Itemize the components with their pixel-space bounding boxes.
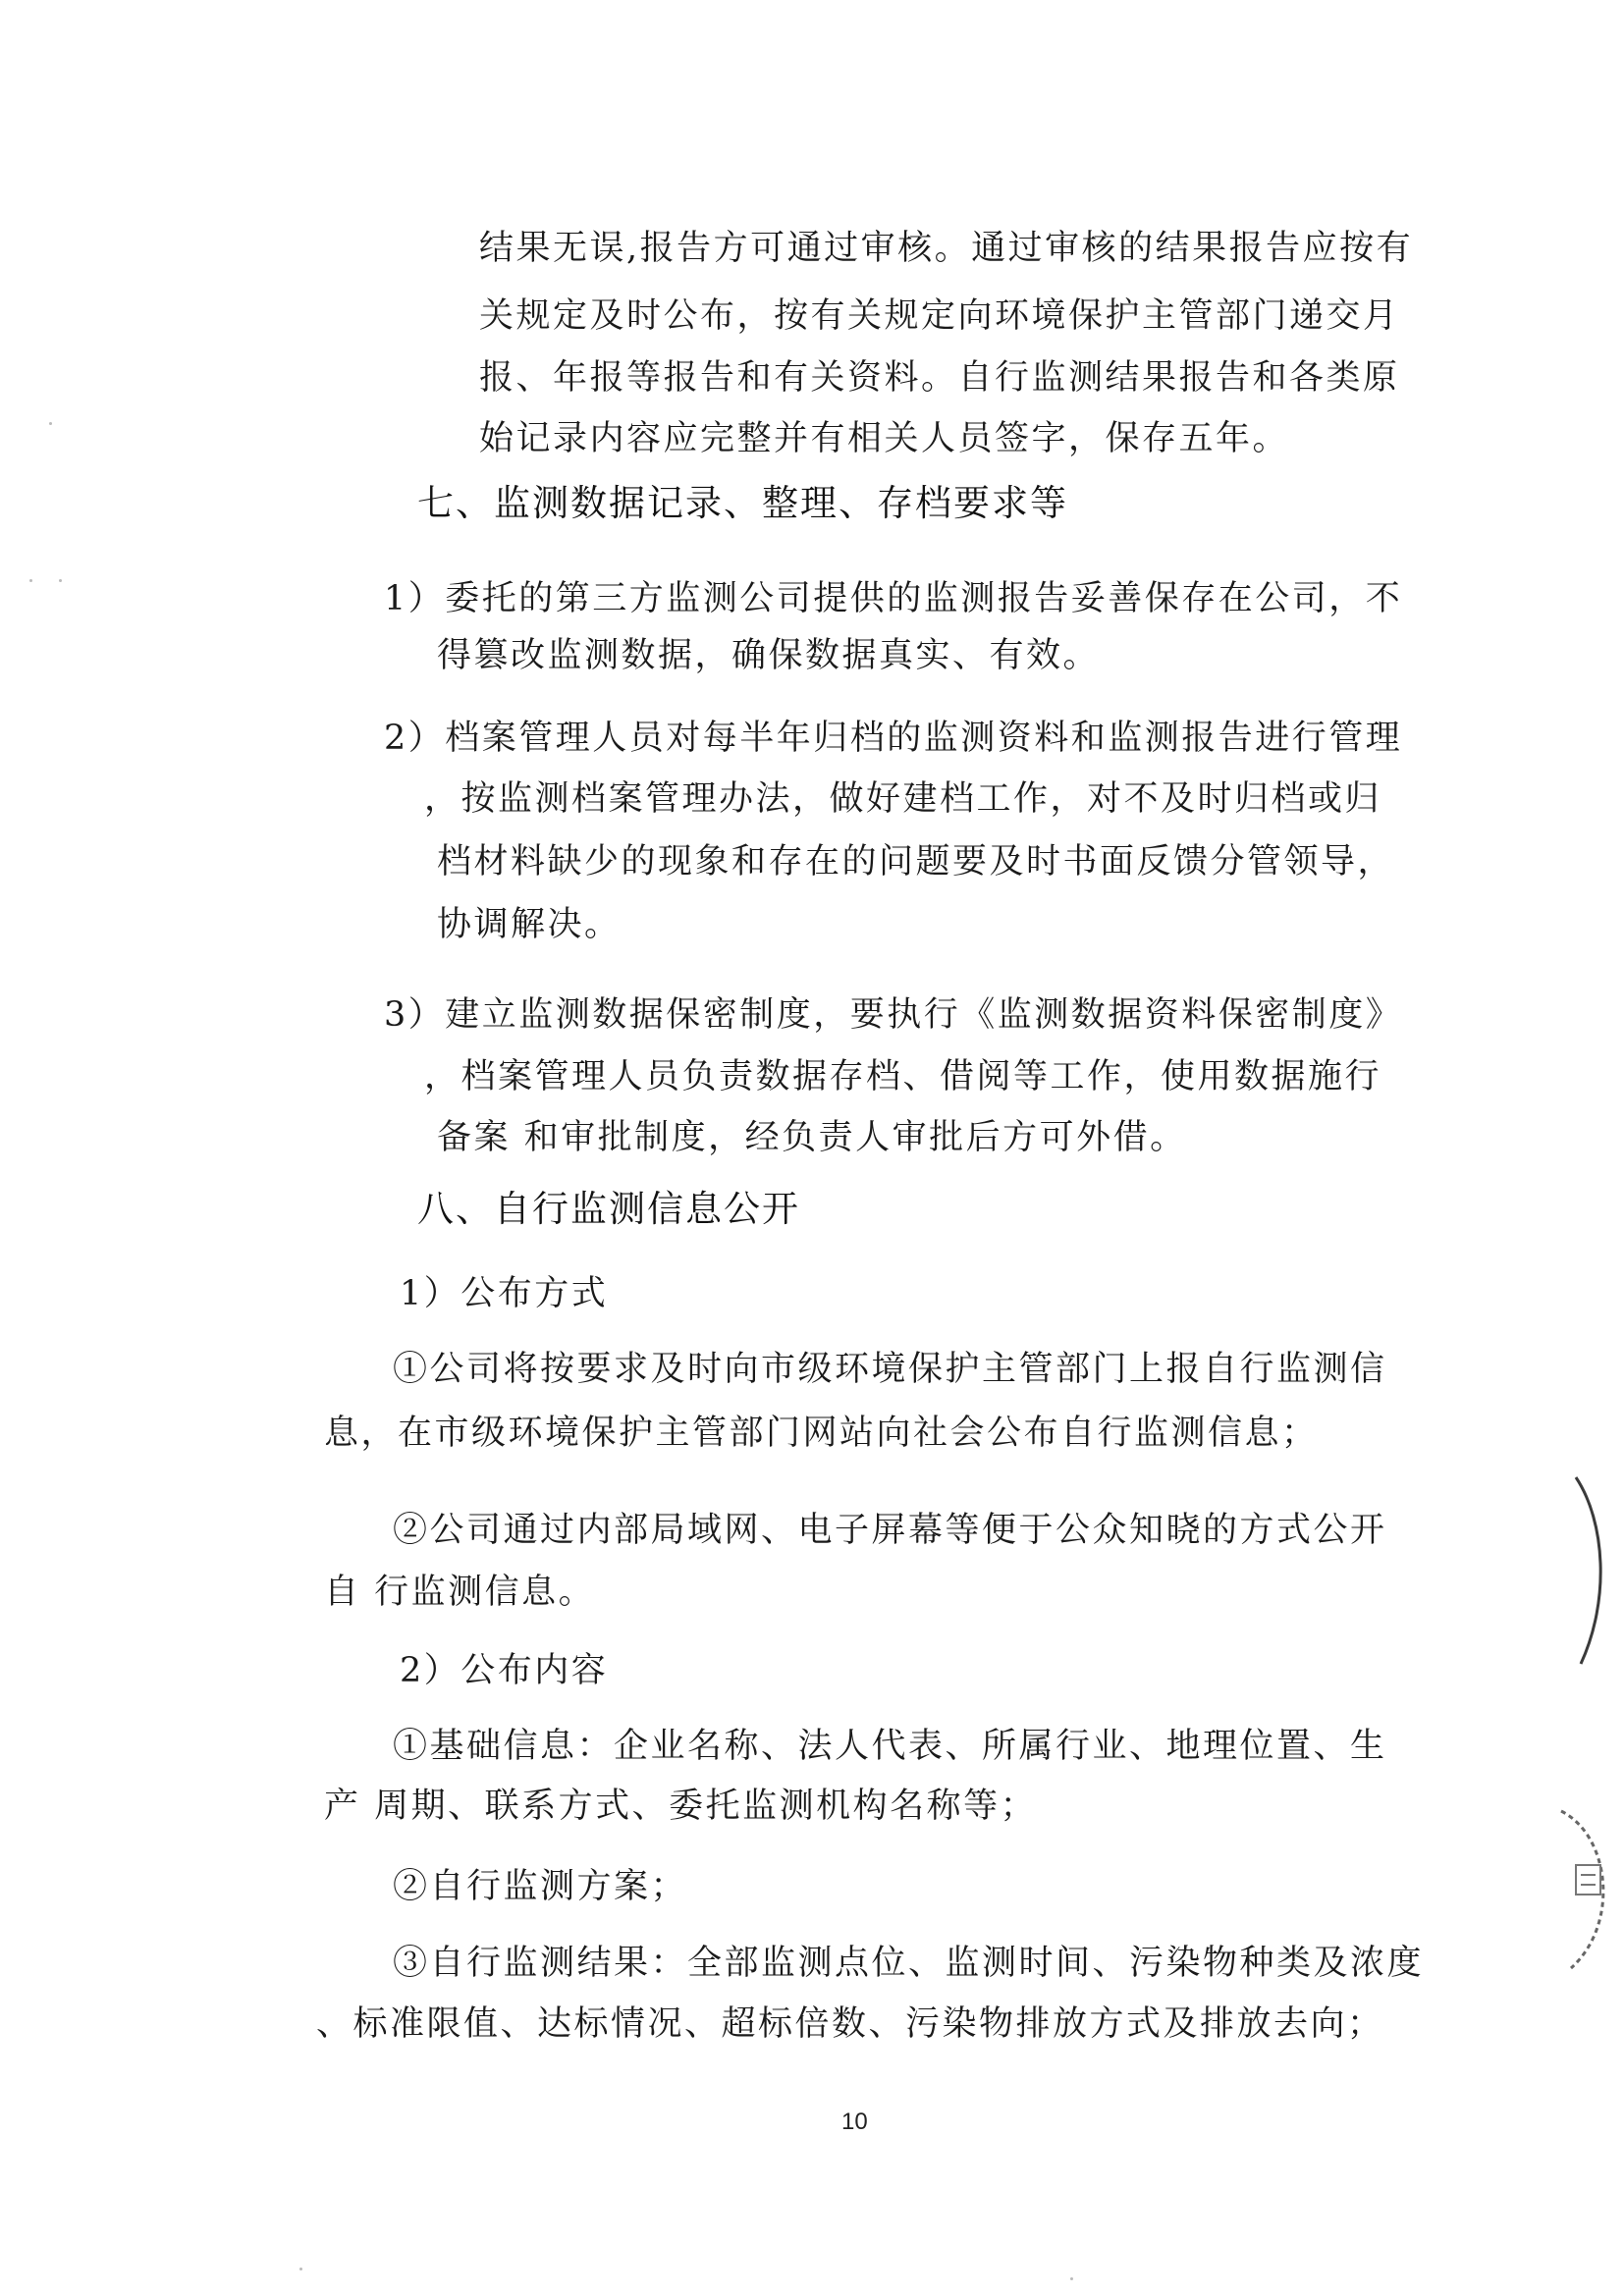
scan-speck	[1070, 2277, 1073, 2280]
text-line: 2）档案管理人员对每半年归档的监测资料和监测报告进行管理	[384, 719, 1403, 758]
text-line: 结果无误,报告方可通过审核。通过审核的结果报告应按有	[479, 229, 1414, 268]
text-line: 报、年报等报告和有关资料。自行监测结果报告和各类原	[479, 358, 1400, 398]
subsection-title: 1）公布方式	[400, 1274, 609, 1313]
section-heading: 七、监测数据记录、整理、存档要求等	[417, 482, 1068, 524]
text-line: 档材料缺少的现象和存在的问题要及时书面反馈分管领导，	[437, 842, 1395, 881]
text-line: 1）委托的第三方监测公司提供的监测报告妥善保存在公司，不	[384, 579, 1403, 618]
text-line: 备案 和审批制度，经负责人审批后方可外借。	[437, 1118, 1187, 1157]
text-line: 自 行监测信息。	[324, 1573, 596, 1612]
text-line: ，按监测档案管理办法，做好建档工作，对不及时归档或归	[424, 779, 1382, 819]
text-line: ②公司通过内部局域网、电子屏幕等便于公众知晓的方式公开	[393, 1511, 1387, 1550]
section-heading: 八、自行监测信息公开	[417, 1188, 800, 1230]
scan-speck	[59, 579, 62, 582]
text-line: 协调解决。	[437, 905, 622, 944]
text-line: ，档案管理人员负责数据存档、借阅等工作，使用数据施行	[424, 1057, 1382, 1096]
seal-fragment-icon	[1542, 1806, 1624, 1973]
text-line: 产 周期、联系方式、委托监测机构名称等；	[324, 1787, 1038, 1826]
text-line: 始记录内容应完整并有相关人员签字，保存五年。	[479, 419, 1290, 458]
subsection-title: 2）公布内容	[400, 1651, 609, 1690]
text-line: 3）建立监测数据保密制度，要执行《监测数据资料保密制度》	[384, 995, 1403, 1035]
text-line: 关规定及时公布，按有关规定向环境保护主管部门递交月	[479, 296, 1400, 336]
text-line: 息，在市级环境保护主管部门网站向社会公布自行监测信息；	[324, 1414, 1319, 1453]
text-line: 得篡改监测数据，确保数据真实、有效。	[437, 636, 1101, 675]
page-number: 10	[841, 2109, 868, 2135]
text-line: 、标准限值、达标情况、超标倍数、污染物排放方式及排放去向；	[316, 2004, 1384, 2044]
scan-speck	[29, 579, 32, 582]
text-line: ②自行监测方案；	[393, 1867, 688, 1906]
text-line: ①公司将按要求及时向市级环境保护主管部门上报自行监测信	[393, 1350, 1387, 1389]
text-line: ①基础信息：企业名称、法人代表、所属行业、地理位置、生	[393, 1727, 1387, 1766]
scan-speck	[299, 2268, 302, 2270]
seal-edge-icon	[1566, 1472, 1624, 1669]
text-line: ③自行监测结果：全部监测点位、监测时间、污染物种类及浓度	[393, 1944, 1425, 1983]
scan-speck	[49, 422, 52, 425]
